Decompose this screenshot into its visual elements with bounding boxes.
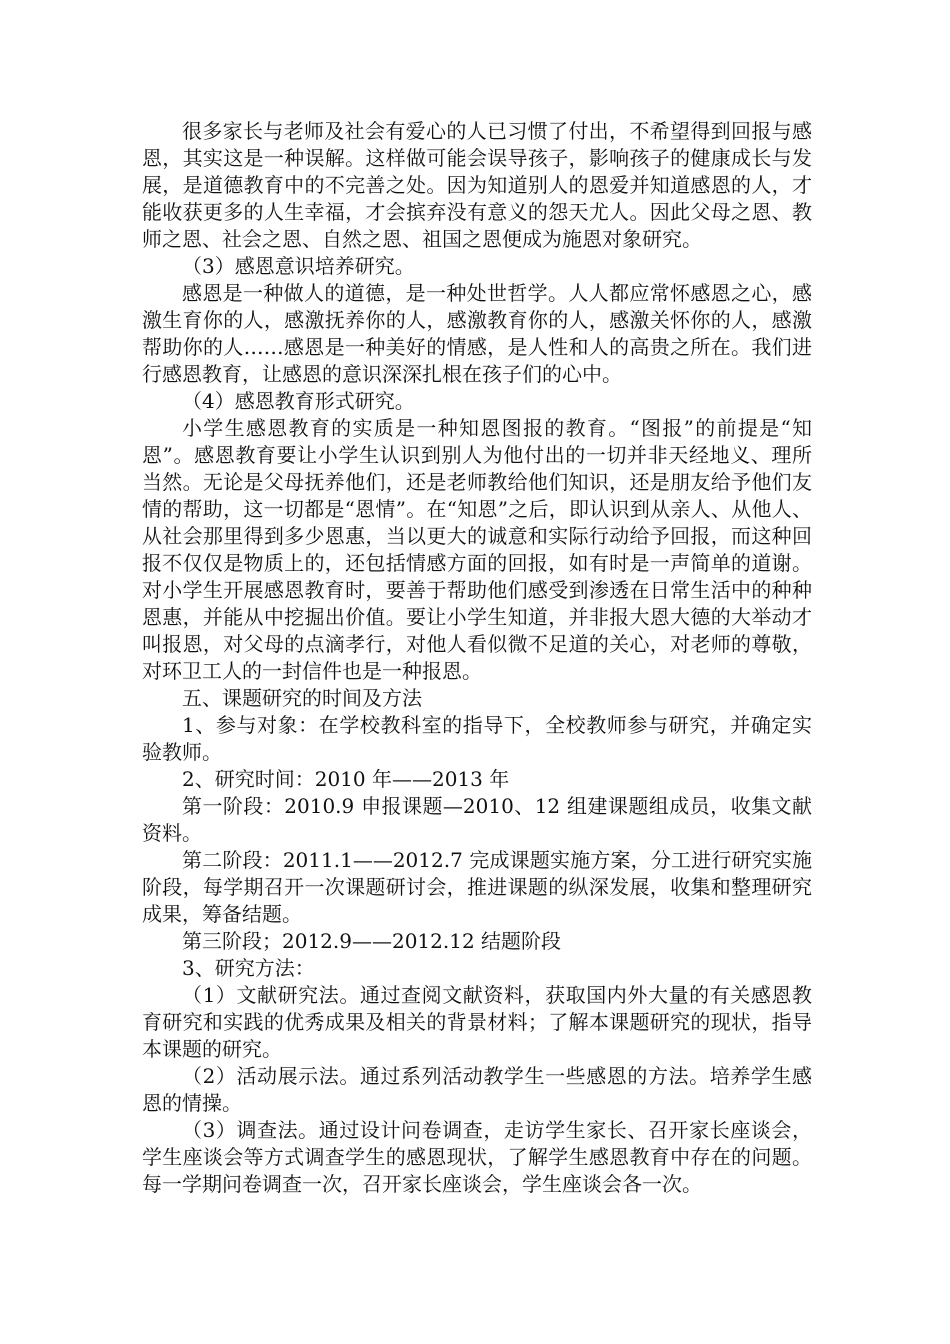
heading-awareness: （3）感恩意识培养研究。: [182, 254, 415, 278]
paragraph-participants: 1、参与对象：在学校教科室的指导下，全校教师参与研究，并确定实验教师。: [142, 713, 812, 764]
paragraph-method-activity: （2）活动展示法。通过系列活动教学生一些感恩的方法。培养学生感恩的情操。: [142, 1064, 812, 1115]
paragraph-method-survey: （3）调查法。通过设计问卷调查，走访学生家长、召开家长座谈会，学生座谈会等方式调查学生的感恩现状，了解学生感恩教育中存在的问题。每一学期问卷调查一次，召开家长座谈会，学生座谈会各一次。: [142, 1118, 812, 1196]
heading-forms: （4）感恩教育形式研究。: [182, 389, 415, 413]
paragraph-method-literature: （1）文献研究法。通过查阅文献资料，获取国内外大量的有关感恩教育研究和实践的优秀成果及相关的背景材料；了解本课题研究的现状，指导本课题的研究。: [142, 983, 812, 1061]
paragraph-awareness: 感恩是一种做人的道德，是一种处世哲学。人人都应常怀感恩之心，感激生育你的人，感激抚养你的人，感激教育你的人，感激关怀你的人，感激帮助你的人……感恩是一种美好的情感，是人性和人的高贵之所在。我们进行感恩教育，让感恩的意识深深扎根在孩子们的心中。: [142, 281, 812, 386]
paragraph-stage-three: 第三阶段；2012.9——2012.12 结题阶段: [182, 929, 562, 953]
paragraph-stage-two: 第二阶段：2011.1——2012.7 完成课题实施方案，分工进行研究实施阶段，每学期召开一次课题研讨会，推进课题的纵深发展，收集和整理研究成果，筹备结题。: [142, 848, 812, 926]
section-heading-time-method: 五、课题研究的时间及方法: [182, 686, 422, 710]
paragraph-research-time: 2、研究时间：2010 年——2013 年: [182, 767, 510, 791]
paragraph-intro: 很多家长与老师及社会有爱心的人已习惯了付出，不希望得到回报与感恩，其实这是一种误解。这样做可能会误导孩子，影响孩子的健康成长与发展，是道德教育中的不完善之处。因为知道别人的恩爱并知道感恩的人，才能收获更多的人生幸福，才会摈弃没有意义的怨天尤人。因此父母之恩、教师之恩、社会之恩、自然之恩、祖国之恩便成为施恩对象研究。: [142, 119, 812, 251]
heading-methods: 3、研究方法：: [182, 956, 315, 980]
paragraph-forms: 小学生感恩教育的实质是一种知恩图报的教育。“图报”的前提是“知恩”。感恩教育要让小学生认识到别人为他付出的一切并非天经地义、理所当然。无论是父母抚养他们，还是老师教给他们知识，还是朋友给予他们友情的帮助，这一切都是“恩情”。在“知恩”之后，即认识到从亲人、从他人、从社会那里得到多少恩惠，当以更大的诚意和实际行动给予回报，而这种回报不仅仅是物质上的，还包括情感方面的回报，如有时是一声简单的道谢。对小学生开展感恩教育时，要善于帮助他们感受到渗透在日常生活中的种种恩惠，并能从中挖掘出价值。要让小学生知道，并非报大恩大德的大举动才叫报恩，对父母的点滴孝行，对他人看似微不足道的关心，对老师的尊敬，对环卫工人的一封信件也是一种报恩。: [142, 416, 812, 683]
paragraph-stage-one: 第一阶段：2010.9 申报课题—2010、12 组建课题组成员，收集文献资料。: [142, 794, 812, 845]
document-body: [142, 118, 812, 1198]
